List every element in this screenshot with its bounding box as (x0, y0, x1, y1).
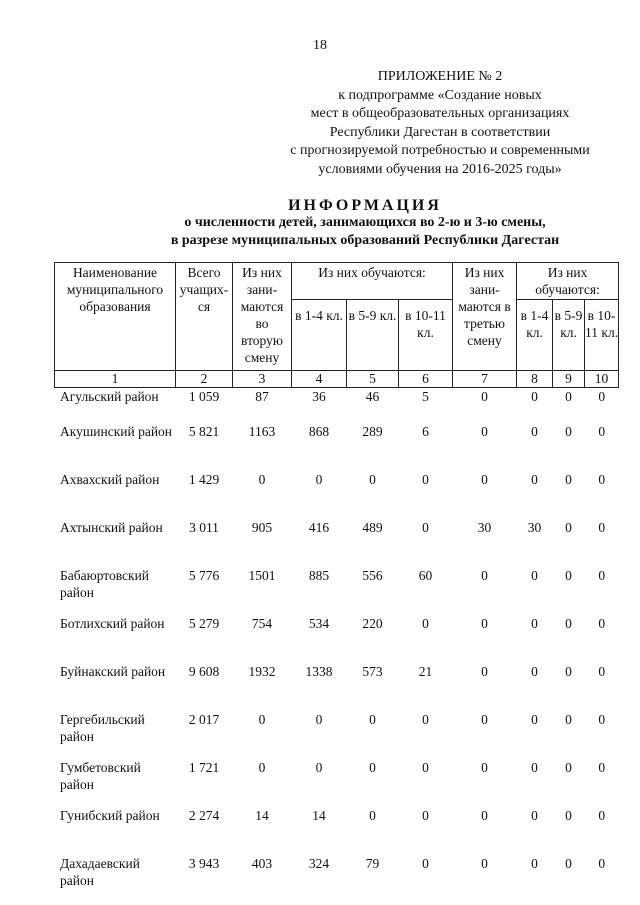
table-cell: 6 (422, 423, 429, 439)
header-sub: в 5-9 кл. (553, 300, 585, 371)
table-cell: 0 (598, 519, 606, 535)
column-number: 1 (55, 371, 176, 388)
table-cell: 3 011 (189, 519, 219, 535)
table-cell: 0 (258, 759, 266, 775)
document-title: ИНФОРМАЦИЯ (288, 197, 442, 214)
table-cell: 3 943 (188, 855, 220, 871)
header-second-shift: Из них зани-маются во вторую смену (233, 263, 292, 371)
header-sub: в 10-11 кл. (585, 300, 619, 371)
table-cell: 0 (598, 423, 606, 439)
column-number: 6 (399, 371, 453, 388)
table-cell: 0 (565, 711, 572, 727)
header-third-shift: Из них зани-маются в третью смену (453, 263, 517, 371)
table-cell: 0 (565, 389, 572, 404)
table-cell: 0 (481, 807, 488, 823)
table-row (55, 423, 619, 471)
table-cell: 534 (308, 615, 330, 631)
table-cell: 0 (481, 567, 488, 583)
table-row (55, 711, 619, 759)
table-cell: 289 (362, 423, 383, 439)
table-cell: 30 (477, 519, 492, 535)
appendix-line: условиями обучения на 2016-2025 годы» (318, 161, 562, 177)
subtitle-line: о численности детей, занимающихся во 2-ю и 3-ю смены, (184, 215, 546, 230)
table-cell: 0 (598, 567, 606, 583)
table-cell: 79 (365, 855, 380, 871)
municipality-name: Агульский район (60, 389, 159, 404)
table-cell: 0 (565, 855, 572, 871)
column-number: 9 (553, 371, 585, 388)
table-cell: 0 (481, 423, 488, 439)
table-row (55, 388, 619, 423)
table-row (55, 807, 619, 855)
table-cell: 220 (362, 615, 383, 631)
table-cell: 0 (598, 389, 606, 404)
table-cell: 1932 (248, 663, 276, 679)
table-cell: 5 776 (188, 567, 220, 583)
table-row (55, 471, 619, 519)
table-cell: 5 279 (188, 615, 220, 631)
column-number: 7 (453, 371, 517, 388)
table-cell: 0 (315, 471, 323, 487)
appendix-line: к подпрограмме «Создание новых (338, 87, 542, 103)
shift-statistics-table (54, 262, 619, 903)
table-cell: 0 (481, 855, 488, 871)
table-cell: 0 (422, 759, 429, 775)
table-cell: 0 (258, 711, 266, 727)
table-cell: 0 (422, 519, 429, 535)
table-row (55, 615, 619, 663)
municipality-name: Буйнакский район (60, 663, 166, 679)
table-cell: 0 (531, 807, 538, 823)
header-sub: в 10-11 кл. (399, 300, 453, 371)
municipality-name: Акушинский район (60, 423, 173, 439)
appendix-line: ПРИЛОЖЕНИЕ № 2 (377, 69, 503, 84)
document-subtitle (0, 214, 640, 250)
table-cell: 0 (531, 471, 538, 487)
table-cell: 556 (362, 567, 383, 583)
table-cell: 0 (422, 711, 429, 727)
table-cell: 0 (422, 855, 429, 871)
table-cell: 0 (422, 615, 429, 631)
table-cell: 0 (598, 471, 606, 487)
municipality-name: Гергебильский район (60, 711, 145, 744)
table-cell: 489 (362, 519, 383, 535)
table-cell: 0 (422, 807, 429, 823)
header-second-group: Из них обучаются: (292, 263, 453, 300)
municipality-name: Гунибский район (60, 807, 160, 823)
table-cell: 0 (565, 807, 572, 823)
table-cell: 403 (251, 855, 273, 871)
table-cell: 21 (418, 663, 433, 679)
column-number: 5 (347, 371, 399, 388)
appendix-line: с прогнозируемой потребностью и современными (290, 143, 590, 158)
table-cell: 2 274 (188, 807, 220, 823)
table-cell: 1 721 (188, 759, 220, 775)
table-cell: 0 (565, 567, 572, 583)
municipality-name: Бабаюртовский район (60, 567, 150, 600)
table-cell: 0 (531, 759, 538, 775)
table-cell: 2 017 (188, 711, 220, 727)
table-cell: 0 (481, 663, 488, 679)
appendix-line: Республики Дагестан в соответствии (329, 124, 551, 140)
table-cell: 0 (598, 615, 606, 631)
table-cell: 0 (565, 519, 572, 535)
table-row (55, 663, 619, 711)
table-cell: 0 (598, 663, 606, 679)
table-cell: 0 (422, 471, 429, 487)
table-cell: 0 (369, 807, 376, 823)
header-sub: в 1-4 кл. (292, 300, 347, 371)
table-cell: 868 (308, 423, 330, 439)
table-cell: 573 (362, 663, 383, 679)
table-cell: 0 (565, 615, 572, 631)
column-number: 3 (233, 371, 292, 388)
page-number: 18 (313, 38, 327, 53)
column-number: 8 (517, 371, 553, 388)
municipality-name: Ахтынский район (60, 519, 163, 535)
municipality-name: Ахвахский район (60, 471, 160, 487)
table-cell: 0 (531, 663, 538, 679)
table-cell: 0 (598, 759, 606, 775)
table-cell: 14 (312, 807, 326, 823)
header-third-group: Из них обучаются: (517, 263, 619, 300)
appendix-line: мест в общеобразовательных организациях (310, 106, 570, 121)
header-total: Всего учащих-ся (176, 263, 233, 371)
table-row (55, 519, 619, 567)
table-cell: 36 (312, 389, 326, 404)
table-cell: 0 (258, 471, 266, 487)
appendix-heading (270, 68, 610, 179)
table-cell: 0 (481, 615, 488, 631)
table-cell: 0 (481, 711, 488, 727)
table-cell: 905 (251, 519, 273, 535)
table-cell: 87 (255, 389, 269, 404)
column-number: 4 (292, 371, 347, 388)
table-cell: 9 608 (188, 663, 220, 679)
header-sub: в 1-4 кл. (517, 300, 553, 371)
table-cell: 0 (565, 423, 572, 439)
table-cell: 0 (531, 567, 538, 583)
table-cell: 0 (565, 471, 572, 487)
table-row (55, 759, 619, 807)
table-cell: 0 (531, 423, 538, 439)
table-cell: 0 (565, 663, 572, 679)
table-cell: 0 (565, 759, 572, 775)
table-cell: 0 (369, 471, 376, 487)
column-number: 2 (176, 371, 233, 388)
table-cell: 1163 (248, 423, 276, 439)
table-cell: 0 (598, 855, 606, 871)
table-cell: 416 (308, 519, 330, 535)
table-cell: 0 (598, 807, 606, 823)
table-cell: 46 (365, 389, 380, 404)
table-row (55, 567, 619, 615)
table-cell: 1 059 (188, 389, 220, 404)
table-cell: 60 (418, 567, 433, 583)
table-row (55, 855, 619, 903)
table-cell: 754 (251, 615, 273, 631)
table-cell: 324 (308, 855, 330, 871)
table-cell: 0 (369, 759, 376, 775)
table-cell: 0 (531, 615, 538, 631)
table-cell: 0 (531, 711, 538, 727)
table-cell: 14 (255, 807, 269, 823)
table-cell: 0 (598, 711, 606, 727)
table-cell: 1 429 (188, 471, 220, 487)
municipality-name: Ботлихский район (60, 615, 165, 631)
table-cell: 0 (531, 855, 538, 871)
subtitle-line: в разрезе муниципальных образований Республики Дагестан (170, 233, 560, 248)
table-cell: 5 (422, 389, 429, 404)
header-name: Наименование муниципального образования (55, 263, 176, 371)
table-cell: 885 (308, 567, 330, 583)
table-cell: 0 (315, 711, 323, 727)
municipality-name: Дахадаевский район (60, 855, 140, 888)
municipality-name: Гумбетовский район (60, 759, 141, 792)
column-number: 10 (585, 371, 619, 388)
header-sub: в 5-9 кл. (347, 300, 399, 371)
table-cell: 0 (369, 711, 376, 727)
table-cell: 0 (481, 759, 488, 775)
table-cell: 1338 (305, 663, 333, 679)
table-cell: 0 (531, 389, 538, 404)
table-cell: 0 (481, 389, 488, 404)
table-cell: 0 (481, 471, 488, 487)
table-cell: 0 (315, 759, 323, 775)
table-cell: 5 821 (188, 423, 220, 439)
table-cell: 1501 (248, 567, 276, 583)
table-cell: 30 (527, 519, 542, 535)
